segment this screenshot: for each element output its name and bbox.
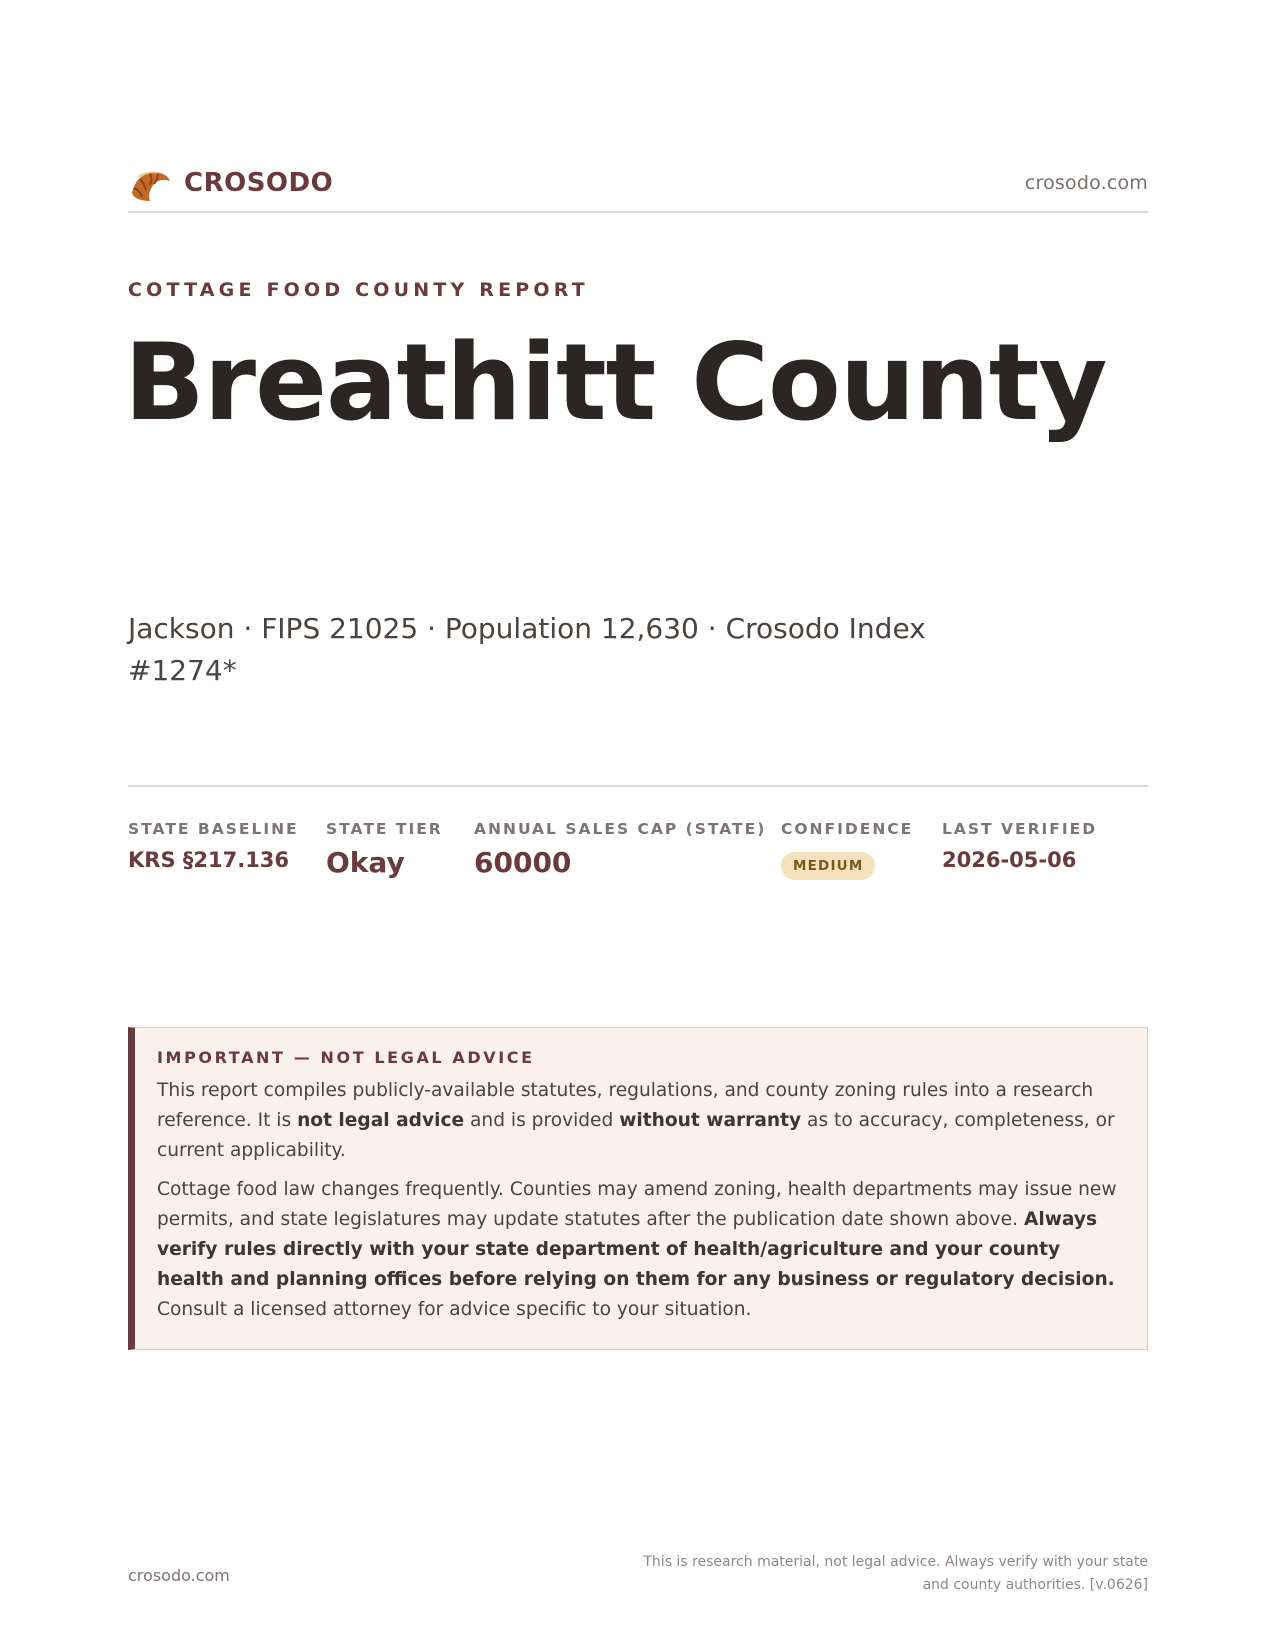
brand[interactable] [128,163,333,203]
stats-divider [128,785,1148,787]
stat-state-baseline [128,820,299,872]
stat-last-verified [942,820,1097,872]
stat-label: ANNUAL SALES CAP (STATE) [474,820,767,838]
notice-text: This report compiles publicly-available statutes, regulations, and county zoning rules into a research reference. It is [157,1080,1094,1131]
croissant-icon [128,163,172,203]
county-summary: Jackson · FIPS 21025 · Population 12,630 · Crosodo Index #1274* [128,612,926,687]
notice-text: and is provided [464,1110,620,1131]
stat-annual-sales-cap [474,820,766,879]
site-link[interactable]: crosodo.com [1024,172,1148,194]
notice-text: as to accuracy, completeness, or current applicability. [157,1110,1115,1161]
stat-value: 60000 [474,846,572,879]
report-kicker: COTTAGE FOOD COUNTY REPORT [128,279,589,301]
stat-label: CONFIDENCE [781,820,914,838]
stat-label: LAST VERIFIED [942,820,1098,838]
page-title: Breathitt County [124,321,1107,444]
notice-paragraph [157,1175,1123,1325]
notice-emphasis: Always verify rules directly with your state department of health/agriculture and your county health and planning offices before relying on them for any business or regulatory decision. [157,1209,1115,1290]
footer-site-link[interactable]: crosodo.com [128,1566,230,1585]
notice-title: IMPORTANT — NOT LEGAL ADVICE [157,1048,535,1067]
page-header [128,158,1148,208]
footer-disclaimer: This is research material, not legal advice. Always verify with your state and county authorities. [v.0626] [643,1554,1148,1593]
stat-label: STATE TIER [326,820,443,838]
stat-value: KRS §217.136 [128,848,290,872]
confidence-badge: MEDIUM [781,852,875,880]
brand-name: CROSODO [184,168,334,198]
notice-emphasis: not legal advice [297,1110,465,1131]
legal-notice [128,1027,1148,1350]
notice-text: Cottage food law changes frequently. Counties may amend zoning, health departments may issue new permits, and state legislatures may update statutes after the publication date shown above. [157,1179,1117,1230]
stat-confidence [781,820,913,880]
stat-label: STATE BASELINE [128,820,299,838]
notice-text: Consult a licensed attorney for advice specific to your situation. [157,1299,752,1320]
stat-state-tier [326,820,443,879]
notice-emphasis: without warranty [619,1110,802,1131]
header-divider [128,211,1148,213]
notice-paragraph [157,1076,1123,1166]
stat-value: 2026-05-06 [942,848,1077,872]
stat-value: Okay [326,846,405,879]
